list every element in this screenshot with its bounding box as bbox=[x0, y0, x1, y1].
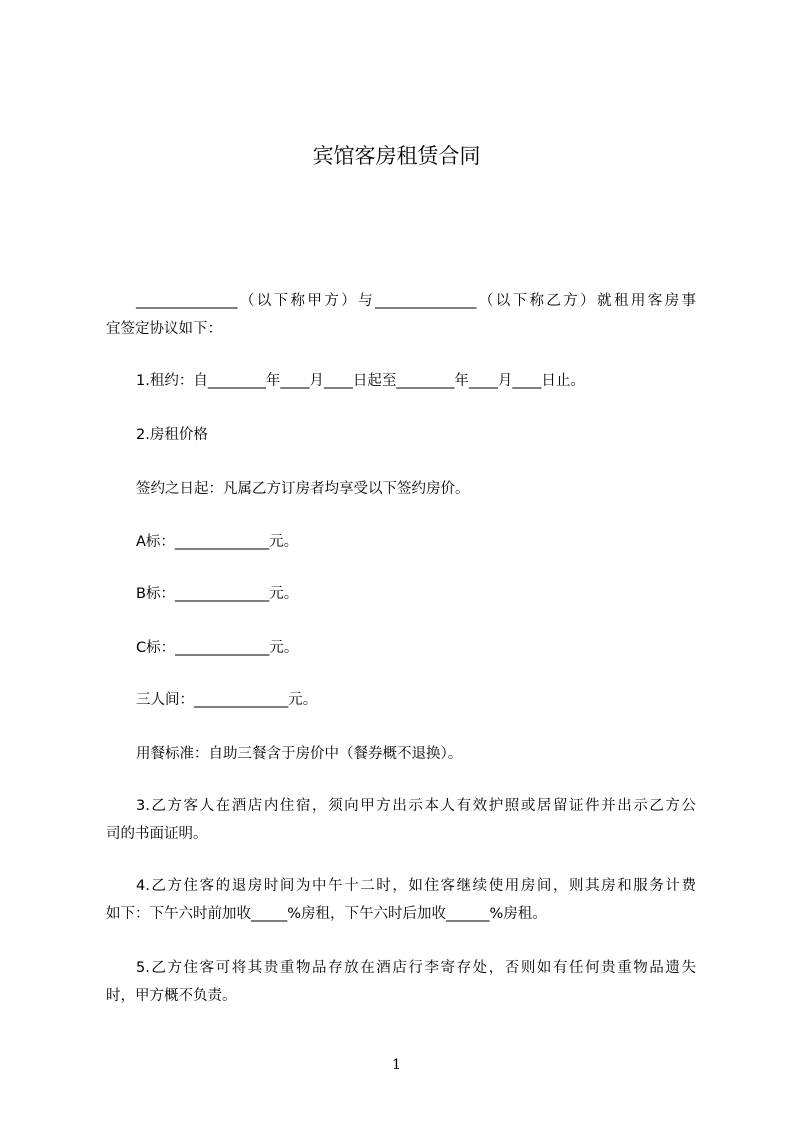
intro-line-1: ______________（以下称甲方）与______________（以下称乙方）就租用客房事 bbox=[136, 293, 696, 309]
page-number: 1 bbox=[392, 1057, 401, 1073]
rate-triple-room: 三人间：_____________元。 bbox=[136, 692, 318, 708]
clause-4-checkout: 4.乙方住客的退房时间为中午十二时，如住客继续使用房间，则其房和服务计费 如下：下午六时前加收_____%房租，下午六时后加收______%房租。 bbox=[106, 878, 696, 922]
clause-3-guest-id: 3.乙方客人在酒店内住宿，须向甲方出示本人有效护照或居留证件并出示乙方公 司的书面证明。 bbox=[106, 798, 696, 842]
rate-b: B标：_____________元。 bbox=[136, 586, 299, 602]
intro-line-2: 宜签定协议如下： bbox=[106, 321, 222, 337]
clause-1-lease-term: 1.租约：自________年____月____日起至________年____月____日止。 bbox=[136, 373, 585, 389]
clause-5-valuables: 5.乙方住客可将其贵重物品存放在酒店行李寄存处，否则如有任何贵重物品遗失 时，甲方概不负责。 bbox=[106, 960, 696, 1004]
intro-paragraph bbox=[106, 287, 696, 343]
signing-price-note: 签约之日起：凡属乙方订房者均享受以下签约房价。 bbox=[136, 481, 470, 497]
document-title: 宾馆客房租赁合同 bbox=[312, 144, 481, 168]
rate-c: C标：_____________元。 bbox=[136, 640, 299, 656]
rate-a: A标：_____________元。 bbox=[136, 534, 299, 550]
meal-standard: 用餐标准：自助三餐含于房价中（餐券概不退换）。 bbox=[136, 746, 463, 762]
clause-2-room-price: 2.房租价格 bbox=[136, 427, 208, 443]
